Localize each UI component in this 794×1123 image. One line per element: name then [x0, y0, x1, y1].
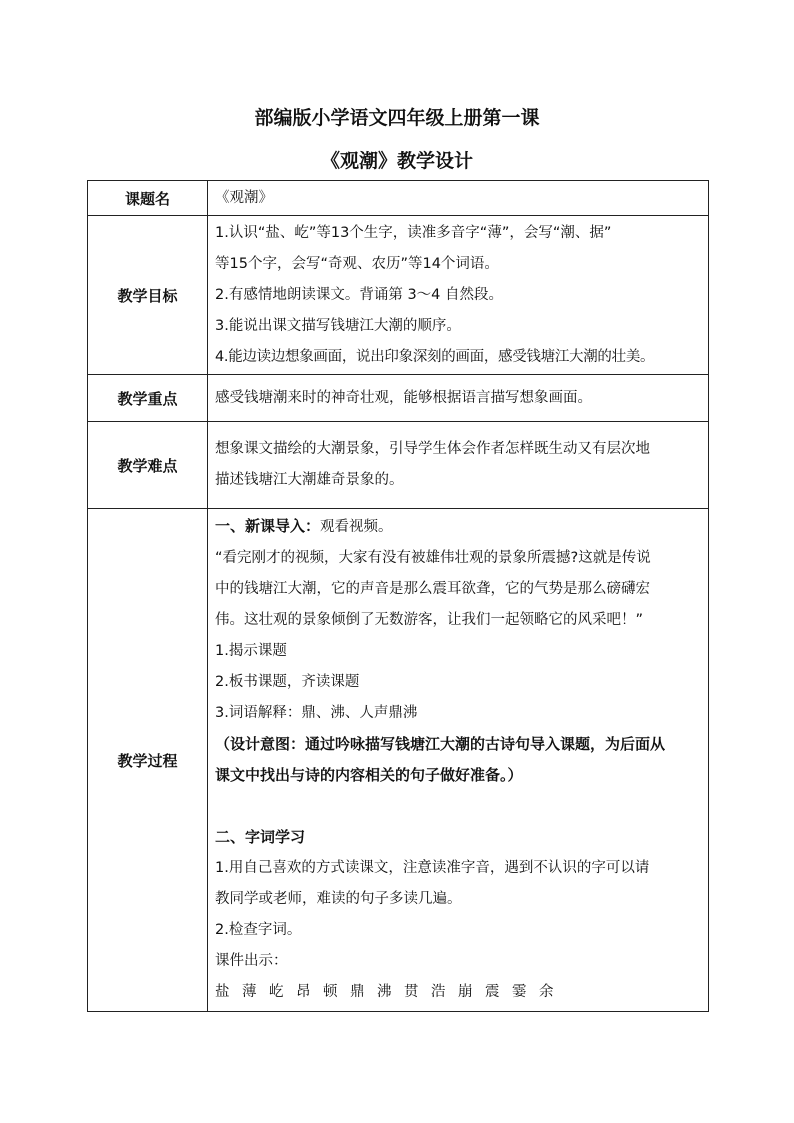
difficulties-content: [208, 422, 709, 509]
character: 盐: [215, 984, 230, 1000]
goal-line: 等15个字，会写“奇观、农历”等14个词语。: [215, 255, 499, 272]
quote-line: 中的钱塘江大潮，它的声音是那么震耳欲聋，它的气势是那么磅礴宏: [215, 581, 650, 597]
section-heading-intro: 一、新课导入：观看视频。: [215, 517, 393, 535]
table-row-process: [88, 509, 709, 1012]
design-intent-line: （设计意图：通过吟咏描写钱塘江大潮的古诗句导入课题，为后面从: [215, 735, 666, 753]
goal-line: 1.认识“盐、屹”等13个生字，读准多音字“薄”，会写“潮、据”: [215, 224, 612, 241]
step-line: 2.检查字词。: [215, 922, 302, 938]
character: 霎: [512, 984, 527, 1000]
lesson-plan-table: [87, 180, 709, 1012]
character: 顿: [323, 984, 338, 1000]
quote-line: 伟。这壮观的景象倾倒了无数游客，让我们一起领略它的风采吧！”: [215, 612, 644, 628]
row-label-key-points: 教学重点: [88, 375, 208, 422]
character-list: [215, 977, 702, 1008]
document-title: 部编版小学语文四年级上册第一课: [254, 107, 540, 129]
character: 鼎: [350, 984, 365, 1000]
table-row-key-points: [88, 375, 709, 422]
key-points-content: 感受钱塘潮来时的神奇壮观，能够根据语言描写想象画面。: [208, 375, 709, 422]
goal-line: 2.有感情地朗读课文。背诵第 3～4 自然段。: [215, 286, 504, 303]
character: 贯: [404, 984, 419, 1000]
row-label-difficulties: 教学难点: [88, 422, 208, 509]
design-intent-line: 课文中找出与诗的内容相关的句子做好准备。）: [215, 766, 523, 784]
character: 薄: [242, 984, 257, 1000]
character: 沸: [377, 984, 392, 1000]
goal-line: 4.能边读边想象画面，说出印象深刻的画面，感受钱塘江大潮的壮美。: [215, 348, 655, 365]
quote-line: “看完刚才的视频，大家有没有被雄伟壮观的景象所震撼?这就是传说: [215, 550, 651, 566]
character: 屹: [269, 984, 284, 1000]
step-line: 课件出示：: [215, 953, 288, 969]
process-content: [208, 509, 709, 1012]
step-line: 1.揭示课题: [215, 643, 287, 659]
blank-line: [215, 791, 702, 822]
row-label-goals: 教学目标: [88, 216, 208, 375]
goal-line: 3.能说出课文描写钱塘江大潮的顺序。: [215, 317, 461, 334]
difficulty-line: 描述钱塘江大潮雄奇景象的。: [215, 472, 404, 488]
row-label-process: 教学过程: [88, 509, 208, 1012]
table-row-topic: [88, 181, 709, 216]
difficulty-line: 想象课文描绘的大潮景象，引导学生体会作者怎样既生动又有层次地: [215, 441, 650, 457]
step-line: 教同学或老师，难读的句子多读几遍。: [215, 891, 462, 907]
document-subtitle: 《观潮》教学设计: [320, 150, 473, 172]
table-row-difficulties: [88, 422, 709, 509]
step-line: 3.词语解释：鼎、沸、人声鼎沸: [215, 705, 418, 721]
row-label-topic: 课题名: [88, 181, 208, 216]
topic-value: 《观潮》: [208, 181, 709, 216]
character: 崩: [458, 984, 473, 1000]
step-line: 1.用自己喜欢的方式读课文，注意读准字音，遇到不认识的字可以请: [215, 860, 650, 876]
step-line: 2.板书课题，齐读课题: [215, 674, 360, 690]
character: 昂: [296, 984, 311, 1000]
section-heading-vocabulary: 二、字词学习: [215, 828, 306, 846]
character: 余: [539, 984, 554, 1000]
character: 浩: [431, 984, 446, 1000]
table-row-goals: [88, 216, 709, 375]
goals-content: [208, 216, 709, 375]
character: 震: [485, 984, 500, 1000]
